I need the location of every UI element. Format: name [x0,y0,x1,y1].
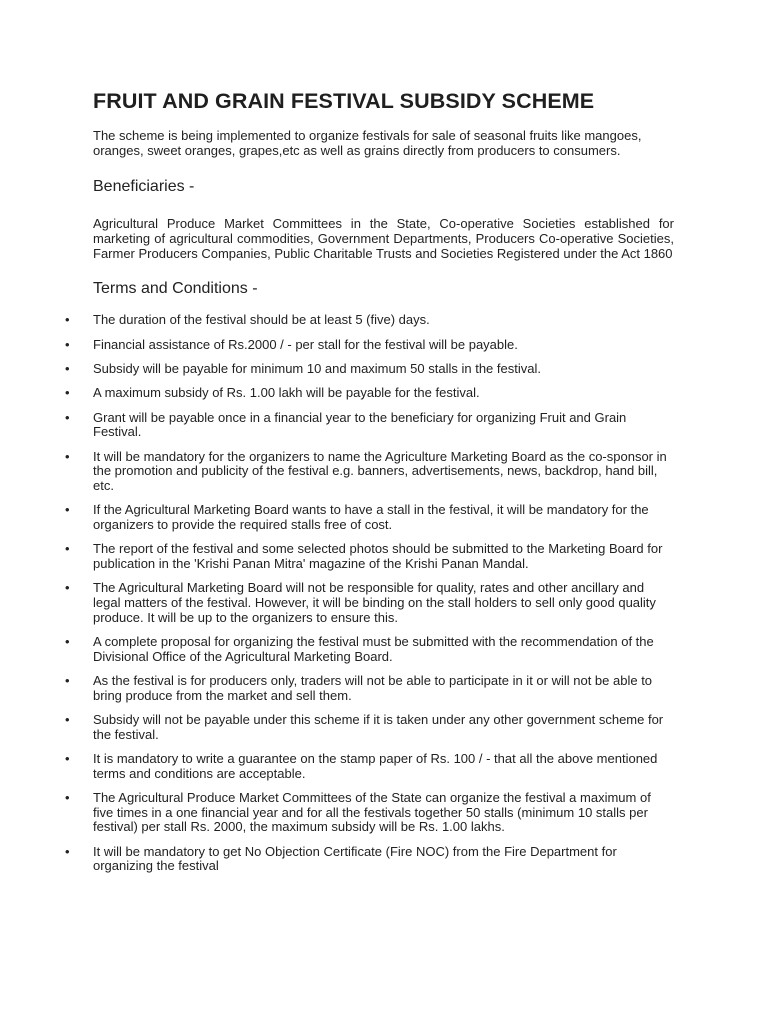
list-item [65,336,674,353]
list-item-text: The Agricultural Marketing Board will not be responsible for quality, rates and other ancillary and legal matters of the festival. However, it will be binding on the stall holders to sell only good quality produce. It will be up to the organizers to ensure this. [93,580,656,625]
list-item [65,711,674,742]
list-item [65,409,674,440]
list-item-text: Subsidy will not be payable under this scheme if it is taken under any other government scheme for the festival. [93,711,664,742]
list-item [65,502,674,532]
bullet-icon: • [65,385,70,401]
bullet-icon: • [65,360,70,376]
list-item [65,843,674,874]
list-item-text: The report of the festival and some selected photos should be submitted to the Marketing Board for publication in the 'Krishi Panan Mitra' magazine of the Krishi Panan Mandal. [93,541,663,571]
bullet-icon: • [65,502,70,518]
bullet-icon: • [65,541,70,557]
list-item-text: If the Agricultural Marketing Board wants to have a stall in the festival, it will be mandatory for the organizers to provide the required stalls free of cost. [93,502,649,532]
list-item-text: It will be mandatory to get No Objection Certificate (Fire NOC) from the Fire Department for organizing the festival [93,843,617,874]
bullet-icon: • [65,789,70,805]
bullet-icon: • [65,580,70,596]
bullet-icon: • [65,409,70,425]
list-item [65,750,674,781]
bullet-icon: • [65,711,70,727]
bullet-icon: • [65,843,70,859]
bullet-icon: • [65,750,70,766]
list-item [65,385,674,401]
list-item [65,541,674,571]
list-item-text: The Agricultural Produce Market Committees of the State can organize the festival a maximum of five times in a one financial year and for all the festivals together 50 stalls (minimum 10 stalls per festival) per stall Rs. 2000, the maximum subsidy will be Rs. 1.00 lakhs. [93,789,651,835]
document-title: FRUIT AND GRAIN FESTIVAL SUBSIDY SCHEME [93,89,595,113]
beneficiaries-heading: Beneficiaries - [93,178,195,195]
bullet-icon: • [65,336,70,352]
terms-heading: Terms and Conditions - [93,280,258,298]
list-item [65,312,674,328]
intro-paragraph: The scheme is being implemented to organize festivals for sale of seasonal fruits like mangoes, oranges, sweet oranges, grapes,etc as well as grains directly from producers to consumers. [93,128,642,158]
list-item-text: Subsidy will be payable for minimum 10 and maximum 50 stalls in the festival. [93,360,541,376]
list-item-text: The duration of the festival should be at least 5 (five) days. [93,312,430,328]
list-item [65,448,674,494]
list-item [65,789,674,835]
list-item [65,360,674,377]
bullet-icon: • [65,633,70,649]
list-item [65,580,674,625]
list-item-text: Grant will be payable once in a financial year to the beneficiary for organizing Fruit and Grain Festival. [93,409,627,440]
list-item-text: A maximum subsidy of Rs. 1.00 lakh will be payable for the festival. [93,385,480,401]
list-item-text: A complete proposal for organizing the festival must be submitted with the recommendation of the Divisional Office of the Agricultural Marketing Board. [93,633,654,664]
list-item-text: Financial assistance of Rs.2000 / - per stall for the festival will be payable. [93,336,518,352]
bullet-icon: • [65,448,70,464]
bullet-icon: • [65,312,70,328]
list-item [65,633,674,664]
bullet-icon: • [65,672,70,688]
list-item-text: It will be mandatory for the organizers to name the Agriculture Marketing Board as the co-sponsor in the promotion and publicity of the festival e.g. banners, advertisements, news, backdrop, hand bill, etc. [93,448,667,493]
terms-list [65,312,674,874]
beneficiaries-paragraph: Agricultural Produce Market Committees in the State, Co-operative Societies established for marketing of agricultural commodities, Government Departments, Producers Co-operative Societies, Farmer Producers Companies, Public Charitable Trusts and Societies Registered under the Act 1860 [93,216,674,261]
list-item-text: It is mandatory to write a guarantee on the stamp paper of Rs. 100 / - that all the above mentioned terms and conditions are acceptable. [93,750,658,781]
list-item [65,672,674,703]
list-item-text: As the festival is for producers only, traders will not be able to participate in it or will not be able to bring produce from the market and sell them. [93,672,653,703]
